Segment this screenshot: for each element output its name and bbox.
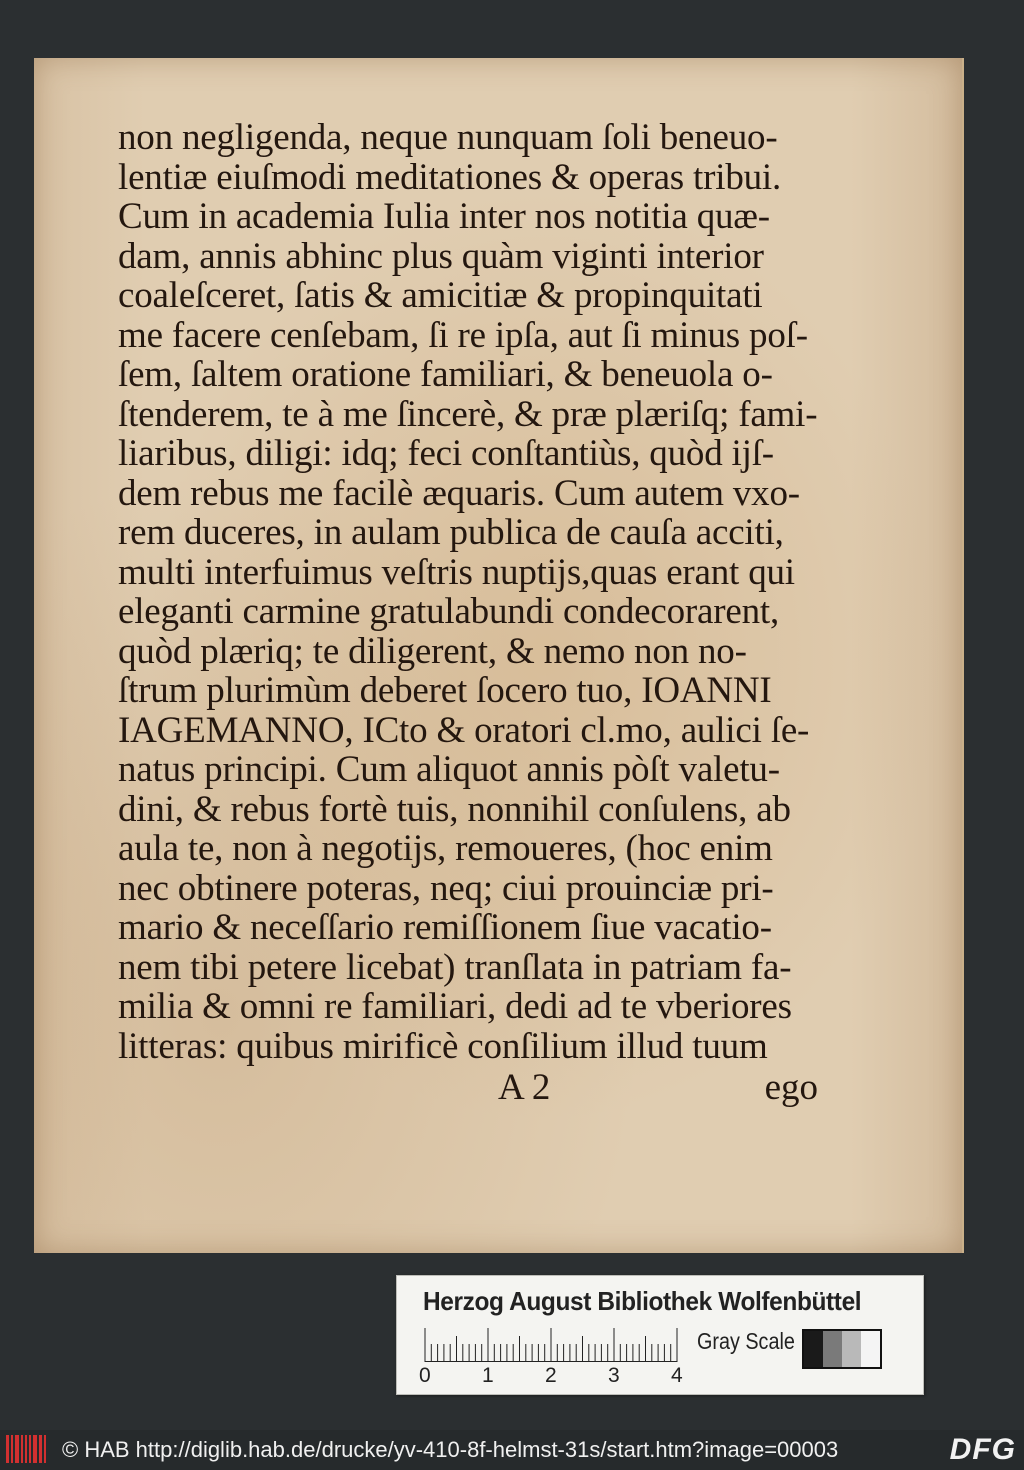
barcode-bar — [44, 1435, 46, 1463]
text-line: quòd plæriq; te diligerent, & nemo non no- — [118, 630, 747, 672]
text-line: Cum in academia Iulia inter nos notitia quæ- — [118, 196, 770, 237]
text-line: multi interfuimus veſtris nuptijs,quas erant qui — [118, 551, 795, 593]
dfg-logo: DFG — [949, 1433, 1016, 1466]
library-name: Herzog August Bibliothek Wolfenbüttel — [423, 1286, 862, 1316]
text-line: ſem, ſaltem oratione familiari, & beneuola o- — [118, 354, 773, 395]
barcode-icon — [6, 1435, 46, 1463]
text-line: natus principi. Cum aliquot annis pòſt valetu- — [118, 749, 780, 790]
barcode-bar — [25, 1435, 28, 1463]
gray-swatch — [842, 1331, 861, 1367]
text-line: nec obtinere poteras, neq; ciui prouinciæ pri- — [118, 867, 774, 909]
barcode-bar — [21, 1435, 23, 1463]
library-label-card — [396, 1275, 924, 1395]
barcode-bar — [11, 1435, 13, 1463]
gray-swatch — [861, 1331, 880, 1367]
text-line: ſtrum plurimùm deberet ſocero tuo, IOANNI — [118, 670, 772, 711]
gray-scale-label: Gray Scale — [697, 1328, 795, 1354]
catchword: ego — [764, 1067, 818, 1108]
gray-swatch — [823, 1331, 842, 1367]
gray-scale-swatch — [802, 1329, 882, 1369]
barcode-bar — [39, 1435, 42, 1463]
text-line: me facere cenſebam, ſi re ipſa, aut ſi minus poſ- — [118, 314, 808, 356]
ruler-scale — [423, 1328, 683, 1362]
text-line: nem tibi petere licebat) tranſlata in patriam fa- — [118, 946, 792, 988]
text-line: non negligenda, neque nunquam ſoli beneuo- — [118, 117, 778, 158]
text-line: eleganti carmine gratulabundi condecorarent, — [118, 591, 779, 632]
text-line: IAGEMANNO, ICto & oratori cl.mo, aulici ſe- — [118, 709, 810, 751]
barcode-bar — [33, 1435, 37, 1463]
text-line: aula te, non à negotijs, remoueres, (hoc enim — [118, 828, 773, 869]
text-line: ſtenderem, te à me ſincerè, & præ plæriſq; fami- — [118, 393, 818, 435]
text-line: dem rebus me facilè æquaris. Cum autem vxo- — [118, 472, 800, 514]
copyright-url[interactable]: © HAB http://diglib.hab.de/drucke/yv-410-8f-helmst-31s/start.htm?image=00003 — [62, 1437, 839, 1462]
gray-swatch — [804, 1331, 823, 1367]
text-line: mario & neceſſario remiſſionem ſiue vacatio- — [118, 907, 772, 948]
ruler-number: 2 — [545, 1364, 557, 1387]
ruler-number: 4 — [671, 1364, 683, 1387]
book-page — [34, 58, 964, 1253]
signature-mark: A 2 — [498, 1067, 551, 1108]
barcode-bar — [15, 1435, 19, 1463]
ruler-number: 3 — [608, 1364, 620, 1387]
text-line: dam, annis abhinc plus quàm viginti interior — [118, 235, 764, 277]
barcode-bar — [29, 1435, 31, 1463]
page-footer — [118, 1066, 818, 1106]
text-line: milia & omni re familiari, dedi ad te vberiores — [118, 986, 792, 1027]
text-line: dini, & rebus fortè tuis, nonnihil conſulens, ab — [118, 788, 791, 830]
text-line: litteras: quibus mirificè conſilium illud tuum — [118, 1025, 768, 1067]
text-line: coaleſceret, ſatis & amicitiæ & propinquitati — [118, 275, 763, 316]
text-line: liaribus, diligi: idq; feci conſtantiùs, quòd ijſ- — [118, 433, 774, 474]
ruler-number: 0 — [419, 1364, 431, 1387]
ruler-numbers — [419, 1364, 699, 1390]
text-line: rem duceres, in aulam publica de cauſa acciti, — [118, 512, 784, 553]
page-text — [118, 118, 818, 1066]
text-line: lentiæ eiuſmodi meditationes & operas tribui. — [118, 156, 782, 198]
barcode-bar — [6, 1435, 9, 1463]
ruler-number: 1 — [482, 1364, 494, 1387]
status-bar — [0, 1430, 1024, 1470]
